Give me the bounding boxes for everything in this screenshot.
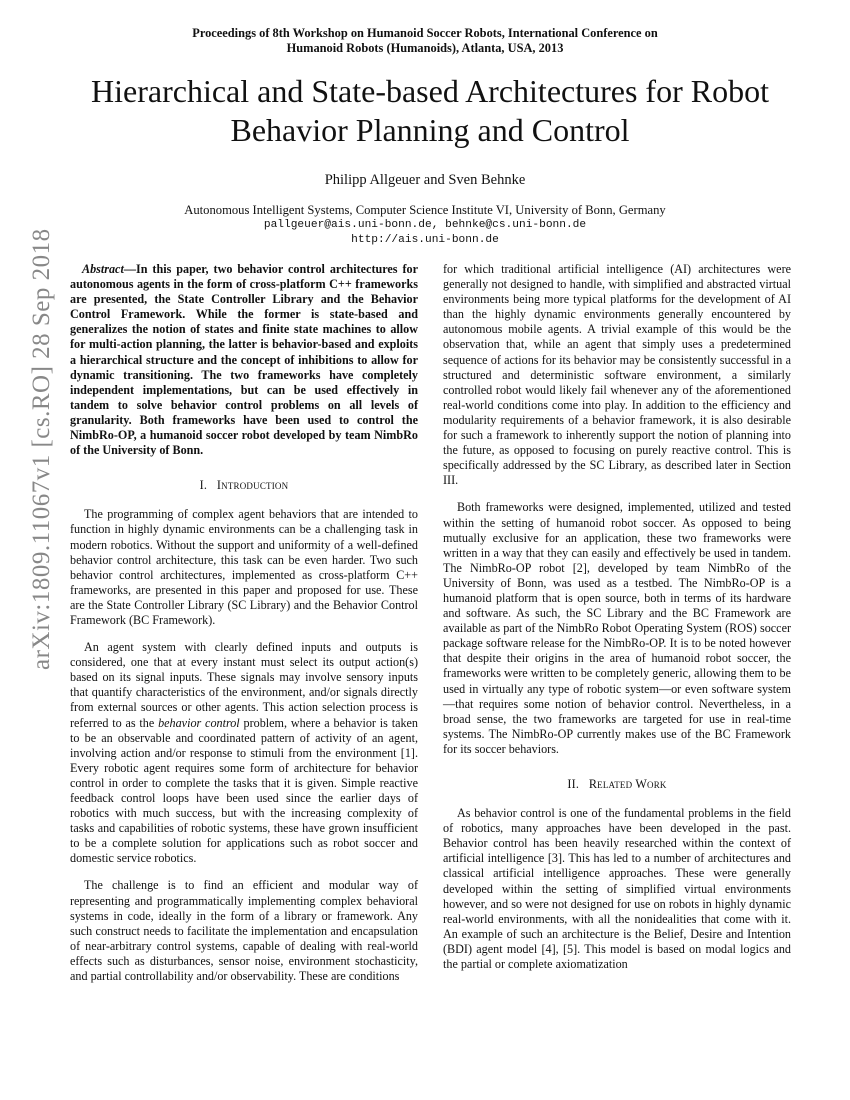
intro-paragraph-1: The programming of complex agent behaviors that are intended to function in highly dynamic environments can be a challenging task in modern robotics. Without the support and uniformity of a well-defined behavior control architecture, this task can be even harder. Two such behavior control architectures, implemented as cross-platform C++ frameworks, are presented in this paper and proposed for use. These are the State Controller Library (SC Library) and the Behavior Control Framework (BC Framework). xyxy=(70,507,418,627)
section-number: II. xyxy=(567,777,580,791)
behavior-control-term: behavior control xyxy=(158,715,240,730)
related-work-paragraph-1: As behavior control is one of the fundamental problems in the field of robotics, many approaches have been developed in the past. Behavior control has been heavily researched within the context of artificial intelligence [3]. This has led to a number of architectures and classical artificial intelligence approaches. These were generally developed within the setting of simplified virtual environments however, and so were not designed for use on robots in highly dynamic real-world environments, with all the nonidealities that come with it. An example of such an architecture is the Belief, Desire and Intention (BDI) agent model [4], [5]. This model is based on modal logics and the partial or complete axiomatization xyxy=(443,806,791,972)
section-number: I. xyxy=(199,478,208,493)
intro-paragraph-3-continued: for which traditional artificial intelligence (AI) architectures were generally not designed to handle, with simplified and abstracted virtual environments being more typical platforms for the development of AI than the highly dynamic environments generally encountered by autonomous mobile agents. A trivial example of this would be the observation that, while an agent that simply uses a predetermined sequence of actions for its behavior may be consistently successful in a structured and deterministic software environment, a similarly controlled robot would likely fail whenever any of the aforementioned real-world conditions come into play. In addition to the efficiency and modularity requirements of a behavior framework, it is also desirable for such a framework to inherently support the notion of planning into the future, as opposed to focusing on purely reactive control. This is specifically addressed by the SC Library, as described later in Section III. xyxy=(443,262,791,488)
paper-title-line-1: Hierarchical and State-based Architectures for Robot xyxy=(91,73,769,109)
author-emails: pallgeuer@ais.uni-bonn.de, behnke@cs.uni-bonn.de xyxy=(263,219,587,231)
left-column xyxy=(70,262,418,984)
right-column xyxy=(443,262,791,972)
intro-paragraph-3: The challenge is to find an efficient and modular way of representing and programmatically implementing complex behavioral systems in code, ideally in the form of a library or framework. Any such construct needs to facilitate the implementation and encapsulation of near-arbitrary control systems, capable of dealing with real-world effects such as disturbances, sensor noise, environment stochasticity, and partial controllability and/or observability. These are conditions xyxy=(70,878,418,984)
affiliation xyxy=(90,202,760,248)
intro-paragraph-2-part-b: problem, where a behavior is taken to be an observable and coordinated pattern of activity of an agent, involving action and/or response to stimuli from the environment [1]. Every robotic agent requires some form of architecture for behavior control in order to complete the tasks that it is given. Simple reactive feedback control loops have been used since the earlier days of robotics with much success, but with the increasing complexity of tasks and capabilities of robotic systems, these have grown insufficient to be a complete solution for applications such as robot soccer and domestic service robotics. xyxy=(70,715,419,866)
section-heading-related-work xyxy=(443,777,791,792)
proceedings-header xyxy=(90,26,760,56)
abstract xyxy=(70,262,418,458)
authors: Philipp Allgeuer and Sven Behnke xyxy=(324,172,526,188)
paper-title xyxy=(55,72,805,150)
proceedings-line-2: Humanoid Robots (Humanoids), Atlanta, USA, 2013 xyxy=(286,41,564,55)
arxiv-identifier-text: arXiv:1809.11067v1 [cs.RO] 28 Sep 2018 xyxy=(28,228,55,670)
proceedings-line-1: Proceedings of 8th Workshop on Humanoid Soccer Robots, International Conference on xyxy=(192,26,658,40)
abstract-label: Abstract xyxy=(82,262,124,276)
abstract-text: —In this paper, two behavior control architectures for autonomous agents in the form of cross-platform C++ frameworks are presented, the State Controller Library and the Behavior Control Framework. While the former is state-based and generalizes the notion of states and finite state machines to allow for multi-action planning, the latter is behavior-based and exploits a hierarchical structure and the concept of inhibitions to allow for dynamic transitioning. The two frameworks have completely independent implementations, but can be used effectively in tandem to solve behavior control problems on all levels of granularity. Both frameworks have been used to control the NimbRo-OP, a humanoid soccer robot developed by team NimbRo of the University of Bonn. xyxy=(70,262,418,458)
section-heading-introduction xyxy=(70,478,418,493)
arxiv-identifier xyxy=(6,228,55,670)
intro-paragraph-2 xyxy=(70,640,418,866)
paper-title-line-2: Behavior Planning and Control xyxy=(230,112,630,148)
section-title: Introduction xyxy=(216,478,289,493)
intro-paragraph-2-part-a: An agent system with clearly defined inputs and outputs is considered, one that at every instant must select its output action(s) based on its signal inputs. These signals may involve sensory inputs that quantify characteristics of the environment, and/or signals directly from external sources or other agents. This action selection process is referred to as the xyxy=(70,640,418,730)
intro-paragraph-4: Both frameworks were designed, implemented, utilized and tested within the setting of humanoid robot soccer. As opposed to being mutually exclusive for an application, these two frameworks were written in a way that they can easily and effectively be used in tandem. The NimbRo-OP robot [2], developed by team NimbRo of the University of Bonn, was used as a testbed. The NimbRo-OP is a humanoid platform that is open source, both in terms of its hardware and software. As such, the SC Library and the BC Framework are available as part of the NimbRo Robot Operating System (ROS) soccer package software release for the NimbRo-OP. It is to be noted however that despite their origins in the area of humanoid robot soccer, the frameworks were written to be completely generic, allowing them to be used in virtually any type of robotic system—or even software system—that requires some notion of behavior control. Nevertheless, in a broad sense, the two frameworks are targeted for use in real-time systems. The NimbRo-OP currently makes use of the BC Framework for its soccer behaviors. xyxy=(443,500,791,756)
institution: Autonomous Intelligent Systems, Computer Science Institute VI, University of Bonn, Germany xyxy=(184,203,666,217)
lab-url: http://ais.uni-bonn.de xyxy=(351,234,499,246)
section-title: Related Work xyxy=(588,777,667,791)
